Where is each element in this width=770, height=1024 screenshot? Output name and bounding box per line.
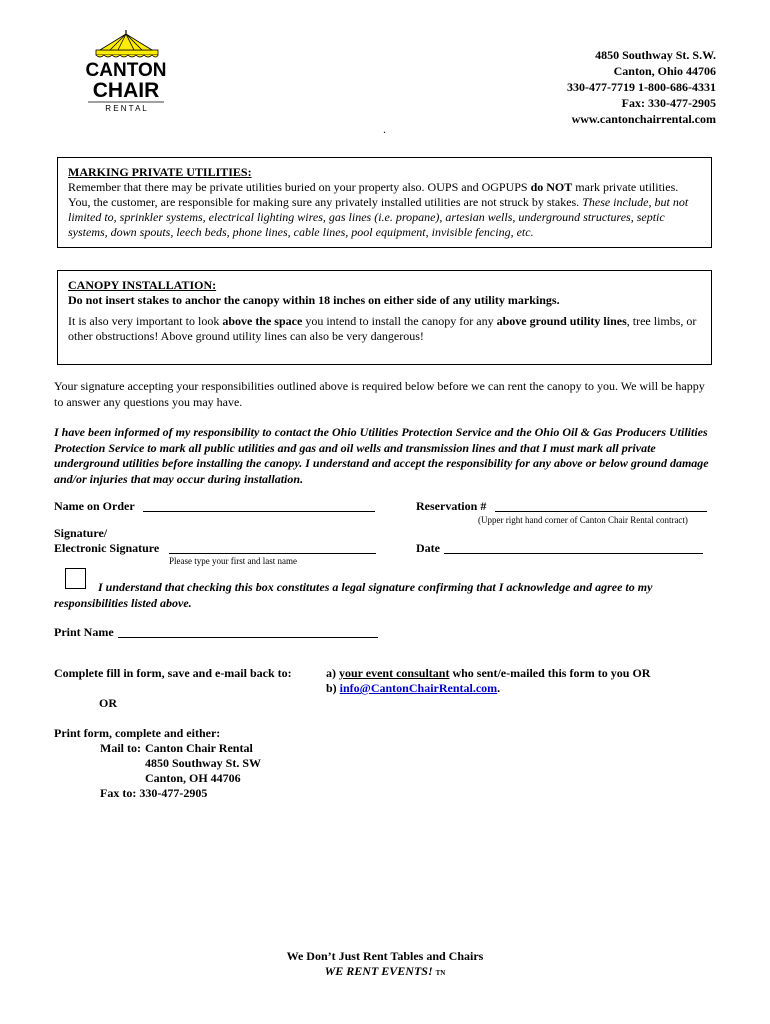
address-city: Canton, Ohio 44706 (613, 64, 716, 78)
date-field[interactable] (444, 541, 703, 554)
logo-line3: R E N T A L (105, 104, 147, 113)
canopy-stakes-warning: Do not insert stakes to anchor the canopy within 18 inches on either side of any utility markings. (68, 293, 560, 307)
mailing-address (145, 741, 261, 786)
canopy-overhead-text (68, 314, 701, 344)
option-b (326, 681, 650, 696)
complete-fill-label: Complete fill in form, save and e-mail back to: (54, 666, 292, 680)
canopy-text-d: above ground utility lines (496, 314, 627, 328)
logo-line1: CANTON (85, 60, 167, 81)
name-on-order-label: Name on Order (54, 499, 135, 513)
name-on-order-field[interactable] (143, 499, 375, 512)
signature-label-line1: Signature/ (54, 526, 108, 540)
canopy-installation-box (57, 270, 712, 365)
utilities-text-a: Remember that there may be private utilities buried on your property also. OUPS and OGPUPS (68, 180, 531, 194)
email-link[interactable]: info@CantonChairRental.com (339, 681, 498, 695)
canton-chair-rental-logo (80, 30, 172, 114)
option-a-prefix: a) (326, 666, 339, 680)
company-address (567, 47, 716, 127)
private-utilities-text (68, 180, 701, 240)
utilities-text-b: mark private utilities. You, the customer, are responsible for making sure any privately installed utilities are not struck by stakes. (68, 180, 679, 209)
checkbox-statement: I understand that checking this box constitutes a legal signature confirming that I acknowledge and agree to my responsibilities listed above. (54, 580, 653, 610)
reservation-label: Reservation # (416, 499, 487, 513)
tent-icon (96, 30, 158, 57)
mail-city: Canton, OH 44706 (145, 771, 241, 785)
canopy-text-e: , tree limbs, or other obstructions! Above ground utility lines can also be very dangerous! (68, 314, 697, 343)
address-web: www.cantonchairrental.com (571, 112, 716, 126)
address-phones: 330-477-7719 1-800-686-4331 (567, 80, 716, 94)
option-b-suffix: . (497, 681, 501, 695)
fax-to-label: Fax to: 330-477-2905 (100, 786, 208, 800)
utilities-text-bold: do NOT (530, 180, 573, 194)
footer-slogan (0, 964, 770, 981)
or-label: OR (99, 696, 117, 710)
date-label: Date (416, 541, 440, 555)
signature-label (54, 526, 159, 556)
mail-street: 4850 Southway St. SW (145, 756, 262, 770)
option-a (326, 666, 650, 681)
canopy-installation-title: CANOPY INSTALLATION: (68, 278, 217, 292)
reservation-note: (Upper right hand corner of Canton Chair Rental contract) (478, 515, 688, 525)
return-options (326, 666, 650, 696)
signature-note: Please type your first and last name (169, 556, 297, 566)
mail-to-label: Mail to: (100, 741, 141, 755)
signature-request-text: Your signature accepting your responsibilities outlined above is required below before we can rent the canopy to you. We will be happy to answer any questions you may have. (54, 379, 705, 409)
footer-trademark: TN (435, 969, 446, 977)
private-utilities-box (57, 157, 712, 248)
footer-slogan-text: WE RENT EVENTS! (324, 964, 433, 978)
canopy-text-b: above the space (222, 314, 303, 328)
reservation-field[interactable] (495, 499, 707, 512)
footer-tagline: We Don’t Just Rent Tables and Chairs (286, 949, 484, 963)
mail-name: Canton Chair Rental (145, 741, 253, 755)
logo-line2: CHAIR (92, 79, 160, 102)
event-consultant-link[interactable]: your event consultant (339, 666, 450, 680)
responsibility-statement: I have been informed of my responsibility to contact the Ohio Utilities Protection Service and the Ohio Oil & Gas Producers Utilities Protection Service to mark all public utilities and gas and oil wells and transmission lines and that I must mark all private underground utilities before installing the canopy. I understand and accept the responsibility for any above or below ground damage and/or injuries that may occur during installation. (54, 425, 709, 486)
address-fax: Fax: 330-477-2905 (621, 96, 716, 110)
canopy-text-a: It is also very important to look (68, 314, 223, 328)
print-name-field[interactable] (118, 625, 378, 638)
signature-label-line2: Electronic Signature (54, 541, 160, 555)
option-b-prefix: b) (326, 681, 340, 695)
stray-dot: . (383, 122, 386, 136)
print-name-label: Print Name (54, 625, 114, 639)
address-street: 4850 Southway St. S.W. (595, 48, 716, 62)
private-utilities-title: MARKING PRIVATE UTILITIES: (68, 165, 252, 179)
utilities-text-italic: These include, but not limited to, sprinkler systems, electrical lighting wires, gas lines (i.e. propane), artesian wells, underground structures, septic systems, down spouts, leech beds, phone lines, cable lines, pool equipment, invisible fencing, etc. (68, 195, 689, 239)
option-a-suffix: who sent/e-mailed this form to you OR (449, 666, 651, 680)
canopy-text-c: you intend to install the canopy for any (302, 314, 497, 328)
signature-field[interactable] (169, 541, 376, 554)
print-form-label: Print form, complete and either: (54, 726, 221, 740)
